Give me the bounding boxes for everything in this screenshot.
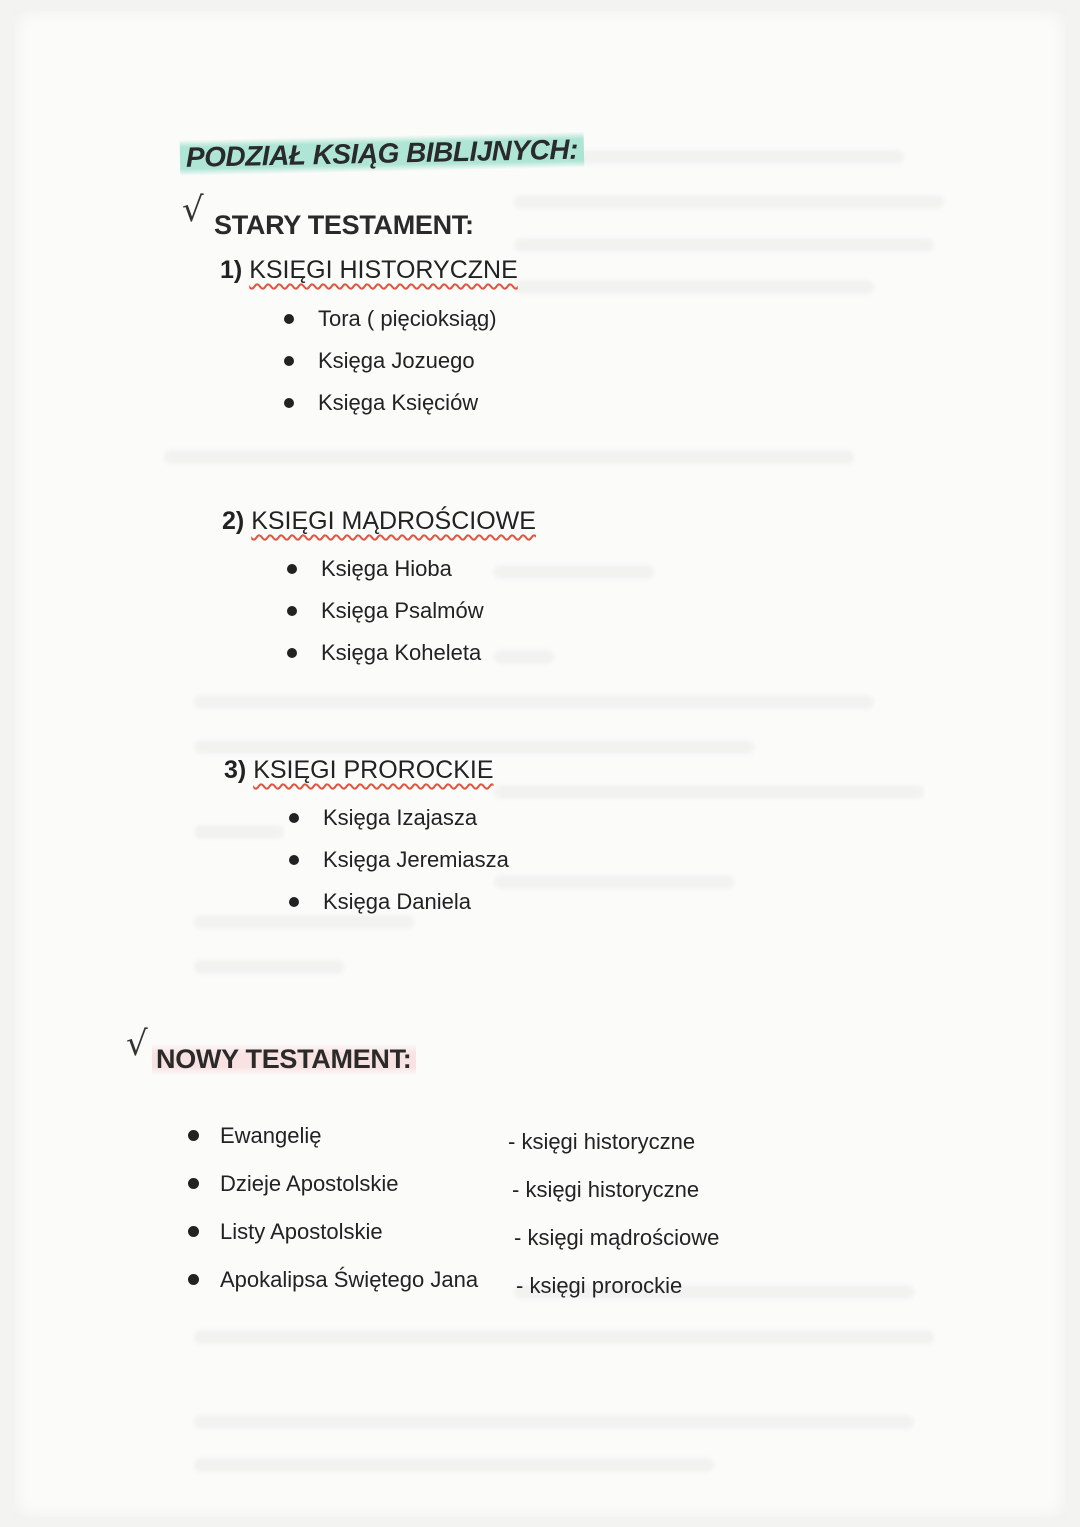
checkmark-icon: √ [126, 1024, 148, 1064]
book-category: - księgi prorockie [516, 1273, 683, 1298]
list-item: Księga Koheleta [287, 632, 484, 674]
list-item: Tora ( pięcioksiąg) [284, 298, 497, 340]
bleed-through-line [494, 565, 654, 579]
new-testament-heading: NOWY TESTAMENT: [152, 1044, 416, 1075]
section-number: 2) [222, 507, 245, 535]
section-label: KSIĘGI MĄDROŚCIOWE [251, 507, 536, 535]
list-item: Księga Jeremiasza [289, 839, 509, 881]
section-heading-prophetic [224, 756, 494, 785]
list-item: Księga Daniela [289, 881, 509, 923]
section-label: KSIĘGI HISTORYCZNE [249, 256, 518, 284]
book-list-historical [284, 298, 497, 424]
list-item: Księga Księciów [284, 382, 497, 424]
section-heading-wisdom [222, 507, 536, 536]
list-item: Księga Psalmów [287, 590, 484, 632]
bleed-through-line [194, 960, 344, 974]
book-name: Listy Apostolskie [220, 1219, 383, 1244]
bullet-icon [188, 1130, 199, 1141]
new-testament-list [188, 1116, 808, 1308]
book-name: Apokalipsa Świętego Jana [220, 1267, 479, 1292]
section-label: KSIĘGI PROROCKIE [253, 756, 494, 784]
book-category: - księgi mądrościowe [514, 1225, 720, 1250]
bullet-icon [188, 1274, 199, 1285]
book-name: Dzieje Apostolskie [220, 1171, 399, 1196]
list-item [188, 1164, 808, 1212]
section-number: 1) [220, 256, 243, 284]
list-item [188, 1260, 808, 1308]
book-list-prophetic [289, 797, 509, 923]
book-category: - księgi historyczne [512, 1177, 700, 1202]
book-category: - księgi historyczne [508, 1129, 696, 1154]
page-title: PODZIAŁ KSIĄG BIBLIJNYCH: [180, 132, 585, 176]
list-item: Księga Hioba [287, 548, 484, 590]
bullet-icon [188, 1178, 199, 1189]
bleed-through-line [574, 150, 904, 164]
old-testament-heading: STARY TESTAMENT: [214, 210, 474, 240]
bleed-through-line [194, 740, 754, 754]
section-number: 3) [224, 756, 247, 784]
book-list-wisdom [287, 548, 484, 674]
bleed-through-line [494, 875, 734, 889]
bullet-icon [188, 1226, 199, 1237]
list-item: Księga Jozuego [284, 340, 497, 382]
list-item [188, 1116, 808, 1164]
section-heading-historical [220, 256, 518, 285]
list-item [188, 1212, 808, 1260]
list-item: Księga Izajasza [289, 797, 509, 839]
book-name: Ewangelię [220, 1123, 322, 1148]
bleed-through-line [494, 785, 924, 799]
bleed-through-line [514, 280, 874, 294]
bleed-through-line [194, 825, 284, 839]
bleed-through-line [164, 450, 854, 464]
bleed-through-line [494, 650, 554, 664]
bleed-through-line [514, 195, 944, 209]
bleed-through-line [194, 695, 874, 709]
bleed-through-line [194, 1330, 934, 1344]
bleed-through-line [194, 1415, 914, 1429]
bleed-through-line [194, 1458, 714, 1472]
bleed-through-line [514, 238, 934, 252]
checkmark-icon: √ [182, 190, 204, 230]
